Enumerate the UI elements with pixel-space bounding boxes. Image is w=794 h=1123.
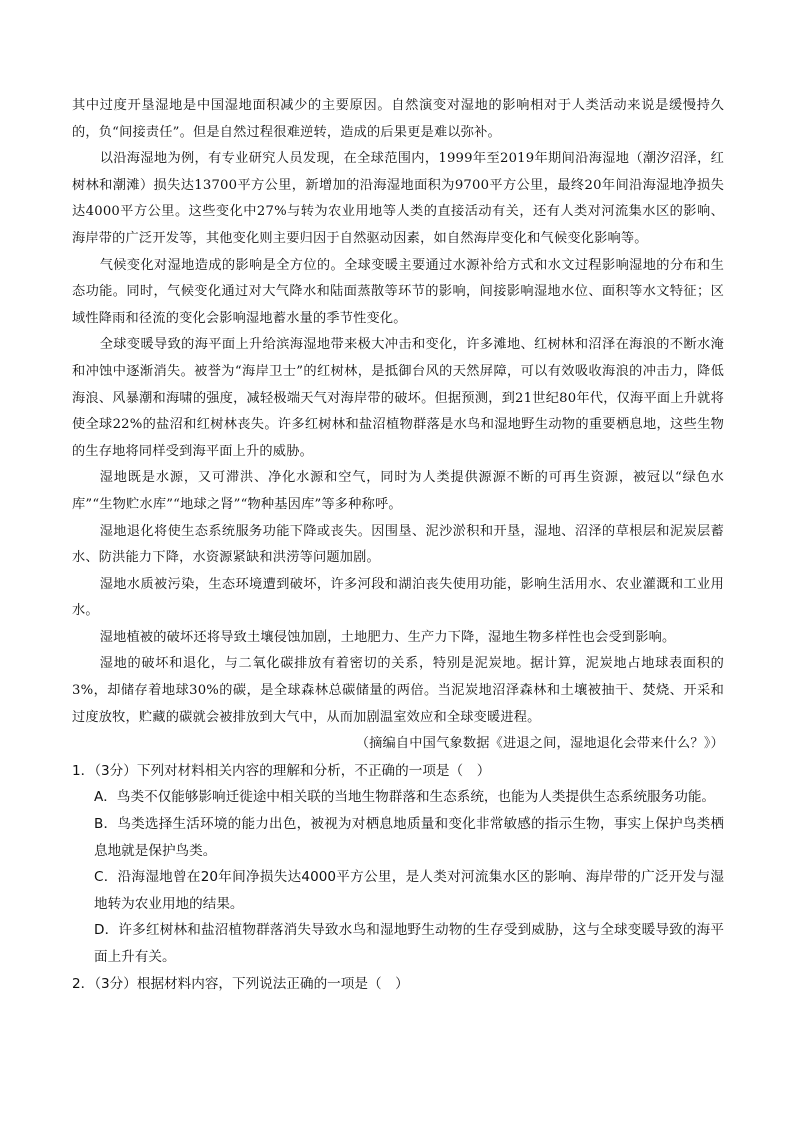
reading-passage <box>72 93 724 758</box>
passage-paragraph: 湿地的破坏和退化，与二氧化碳排放有着密切的关系，特别是泥炭地。据计算，泥炭地占地球表面积的3%，却储存着地球30%的碳，是全球森林总碳储量的两倍。当泥炭地沼泽森林和土壤被抽干、焚烧、开采和过度放牧，贮藏的碳就会被排放到大气中，从而加剧温室效应和全球变暖进程。 <box>72 656 724 725</box>
passage-paragraph: 全球变暖导致的海平面上升给滨海湿地带来极大冲击和变化，许多滩地、红树林和沼泽在海浪的不断水淹和冲蚀中逐渐消失。被誉为“海岸卫士”的红树林，是抵御台风的天然屏障，可以有效吸收海浪的冲击力，降低海浪、风暴潮和海啸的强度，减轻极端天气对海岸带的破坏。但据预测，到21世纪80年代，仅海平面上升就将使全球22%的盐沼和红树林丧失。许多红树林和盐沼植物群落是水鸟和湿地野生动物的重要栖息地，这些生物的生存地将同样受到海平面上升的威胁。 <box>72 337 724 459</box>
question-option: B．鸟类选择生活环境的能力出色，被视为对栖息地质量和变化非常敏感的指示生物，事实上保护鸟类栖息地就是保护鸟类。 <box>94 816 724 859</box>
question-stem: 1．（3分）下列对材料相关内容的理解和分析，不正确的一项是（ ） <box>72 762 491 779</box>
passage-paragraph: 以沿海湿地为例，有专业研究人员发现，在全球范围内，1999年至2019年期间沿海湿地（潮汐沼泽，红树林和潮滩）损失达13700平方公里，新增加的沿海湿地面积为9700平方公里，最终20年间沿海湿地净损失达4000平方公里。这些变化中27%与转为农业用地等人类的直接活动有关，还有人类对河流集水区的影响、海岸带的广泛开发等，其他变化则主要归因于自然驱动因素，如自然海岸变化和气候变化影响等。 <box>72 151 724 246</box>
passage-paragraph: 湿地退化将使生态系统服务功能下降或丧失。因围垦、泥沙淤积和开垦，湿地、沼泽的草根层和泥炭层蓄水、防洪能力下降，水资源紧缺和洪涝等问题加剧。 <box>72 523 724 566</box>
question-stem: 2．（3分）根据材料内容，下列说法正确的一项是（ ） <box>72 975 409 992</box>
passage-paragraph: 其中过度开垦湿地是中国湿地面积减少的主要原因。自然演变对湿地的影响相对于人类活动来说是缓慢持久的，负“间接责任”。但是自然过程很难逆转，造成的后果更是难以弥补。 <box>72 98 724 140</box>
passage-paragraph: 气候变化对湿地造成的影响是全方位的。全球变暖主要通过水源补给方式和水文过程影响湿地的分布和生态功能。同时，气候变化通过对大气降水和陆面蒸散等环节的影响，间接影响湿地水位、面积等水文特征；区域性降雨和径流的变化会影响湿地蓄水量的季节性变化。 <box>72 257 724 326</box>
passage-paragraph: 湿地植被的破坏还将导致土壤侵蚀加剧，土地肥力、生产力下降，湿地生物多样性也会受到影响。 <box>99 629 676 645</box>
question-option: D．许多红树林和盐沼植物群落消失导致水鸟和湿地野生动物的生存受到威胁，这与全球变暖导致的海平面上升有关。 <box>94 922 724 965</box>
question-option: C．沿海湿地曾在20年间净损失达4000平方公里，是人类对河流集水区的影响、海岸带的广泛开发与湿地转为农业用地的结果。 <box>94 869 724 912</box>
question-option: A．鸟类不仅能够影响迁徙途中相关联的当地生物群落和生态系统，也能为人类提供生态系统服务功能。 <box>94 789 716 806</box>
passage-source: （摘编自中国气象数据《进退之间，湿地退化会带来什么？》） <box>355 736 724 752</box>
passage-paragraph: 湿地既是水源，又可滞洪、净化水源和空气，同时为人类提供源源不断的可再生资源，被冠以“绿色水库”“生物贮水库”“地球之肾”“物种基因库”等多种称呼。 <box>72 470 724 512</box>
passage-paragraph: 湿地水质被污染，生态环境遭到破坏，许多河段和湖泊丧失使用功能，影响生活用水、农业灌溉和工业用水。 <box>72 576 724 619</box>
question-list <box>72 758 724 997</box>
